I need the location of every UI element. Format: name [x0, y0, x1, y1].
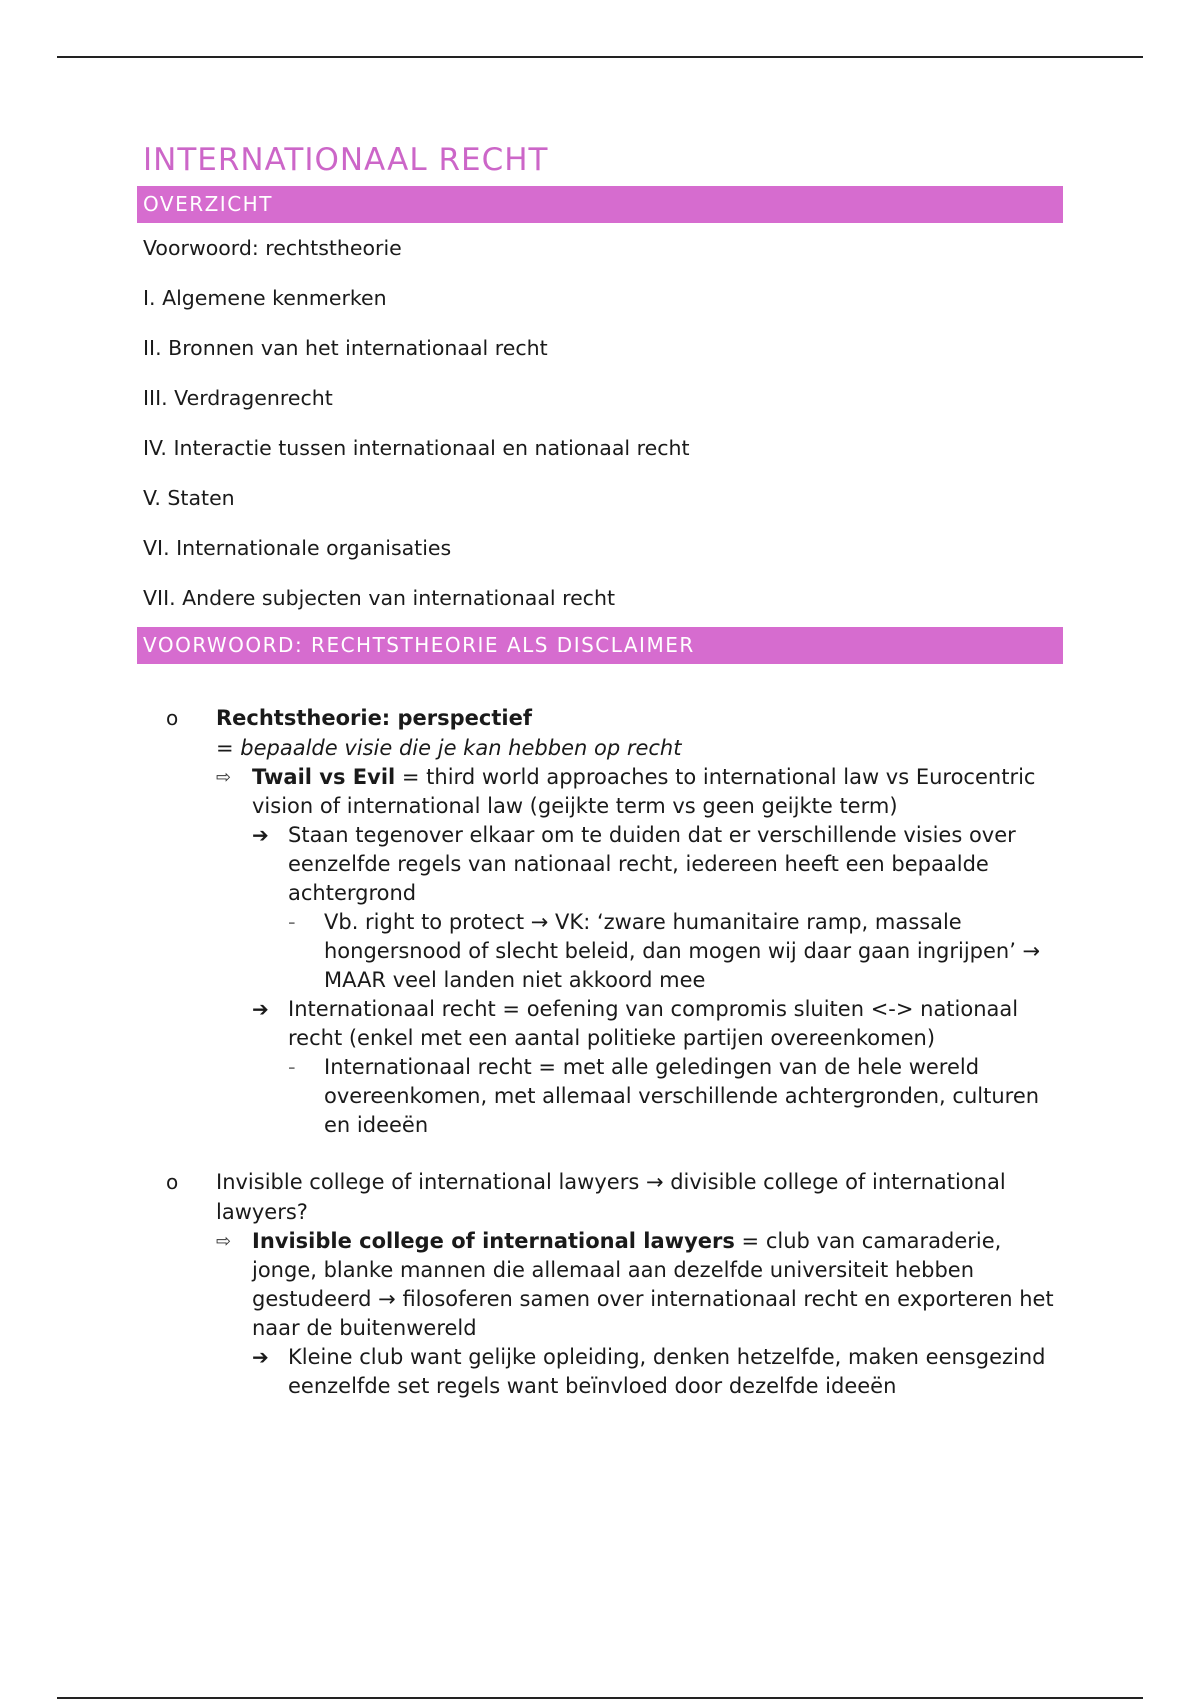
sub-point [216, 1227, 1063, 1401]
hollow-arrow-icon: ⇨ [216, 1231, 232, 1252]
toc-item-7: VII. Andere subjecten van internationaal recht [143, 586, 615, 610]
dash-point [288, 908, 1063, 995]
sub-point [216, 763, 1063, 1140]
term-label: Twail vs Evil [252, 765, 396, 789]
bold-arrow-icon: ➔ [252, 997, 269, 1021]
dash-icon: - [288, 1055, 296, 1079]
sub-sub-point [252, 1343, 1063, 1401]
bold-arrow-icon: ➔ [252, 1345, 269, 1369]
term-text: = third world approaches to international law vs Eurocentric vision of international law (geijkte term vs geen geijkte term) [252, 765, 1036, 818]
list-item [137, 704, 1063, 1140]
document-title: INTERNATIONAAL RECHT [143, 142, 549, 178]
bottom-rule [57, 1697, 1143, 1699]
note-definition: = bepaalde visie die je kan hebben op recht [216, 735, 682, 760]
term-label: Invisible college of international lawyers [252, 1229, 735, 1253]
sub-sub-point [252, 995, 1063, 1140]
bold-arrow-icon: ➔ [252, 823, 269, 847]
dash-point [288, 1053, 1063, 1140]
dash-point-text: Internationaal recht = met alle geledingen van de hele wereld overeenkomen, met allemaal verschillende achtergronden, culturen en ideeën [324, 1055, 1040, 1137]
toc-item-1: I. Algemene kenmerken [143, 286, 387, 310]
top-rule [57, 56, 1143, 58]
toc-item-5: V. Staten [143, 486, 235, 510]
note-heading: Rechtstheorie: perspectief [216, 706, 532, 730]
dash-point-text: Vb. right to protect → VK: ‘zware humanitaire ramp, massale hongersnood of slecht beleid, dan mogen wij daar gaan ingrijpen’ → MAAR veel landen niet akkoord mee [324, 910, 1041, 992]
table-of-contents [143, 235, 1063, 611]
toc-item-3: III. Verdragenrecht [143, 386, 333, 410]
hollow-arrow-icon: ⇨ [216, 767, 232, 788]
point-text: Kleine club want gelijke opleiding, denken hetzelfde, maken eensgezind eenzelfde set regels want beïnvloed door dezelfde ideeën [288, 1345, 1046, 1398]
circle-bullet-icon: o [166, 1170, 179, 1194]
section-heading-overview: OVERZICHT [137, 186, 1063, 223]
dash-icon: - [288, 910, 296, 934]
point-text: Internationaal recht = oefening van compromis sluiten <-> nationaal recht (enkel met een aantal politieke partijen overeenkomen) [288, 997, 1019, 1050]
toc-item-6: VI. Internationale organisaties [143, 536, 452, 560]
document-page [137, 140, 1063, 1401]
list-item [137, 1168, 1063, 1401]
sub-sub-point [252, 821, 1063, 995]
notes-list [137, 704, 1063, 1401]
point-text: Staan tegenover elkaar om te duiden dat er verschillende visies over eenzelfde regels van nationaal recht, iedereen heeft een bepaalde achtergrond [288, 823, 1016, 905]
toc-item-preface: Voorwoord: rechtstheorie [143, 236, 402, 260]
toc-item-4: IV. Interactie tussen internationaal en nationaal recht [143, 436, 690, 460]
note-heading: Invisible college of international lawyers → divisible college of international lawyers? [216, 1170, 1006, 1224]
term-text: = club van camaraderie, jonge, blanke mannen die allemaal aan dezelfde universiteit hebben gestudeerd → filosoferen samen over internationaal recht en exporteren het naar de buitenwereld [252, 1229, 1054, 1340]
circle-bullet-icon: o [166, 706, 179, 730]
toc-item-2: II. Bronnen van het internationaal recht [143, 336, 548, 360]
section-heading-preface: VOORWOORD: RECHTSTHEORIE ALS DISCLAIMER [137, 627, 1063, 664]
